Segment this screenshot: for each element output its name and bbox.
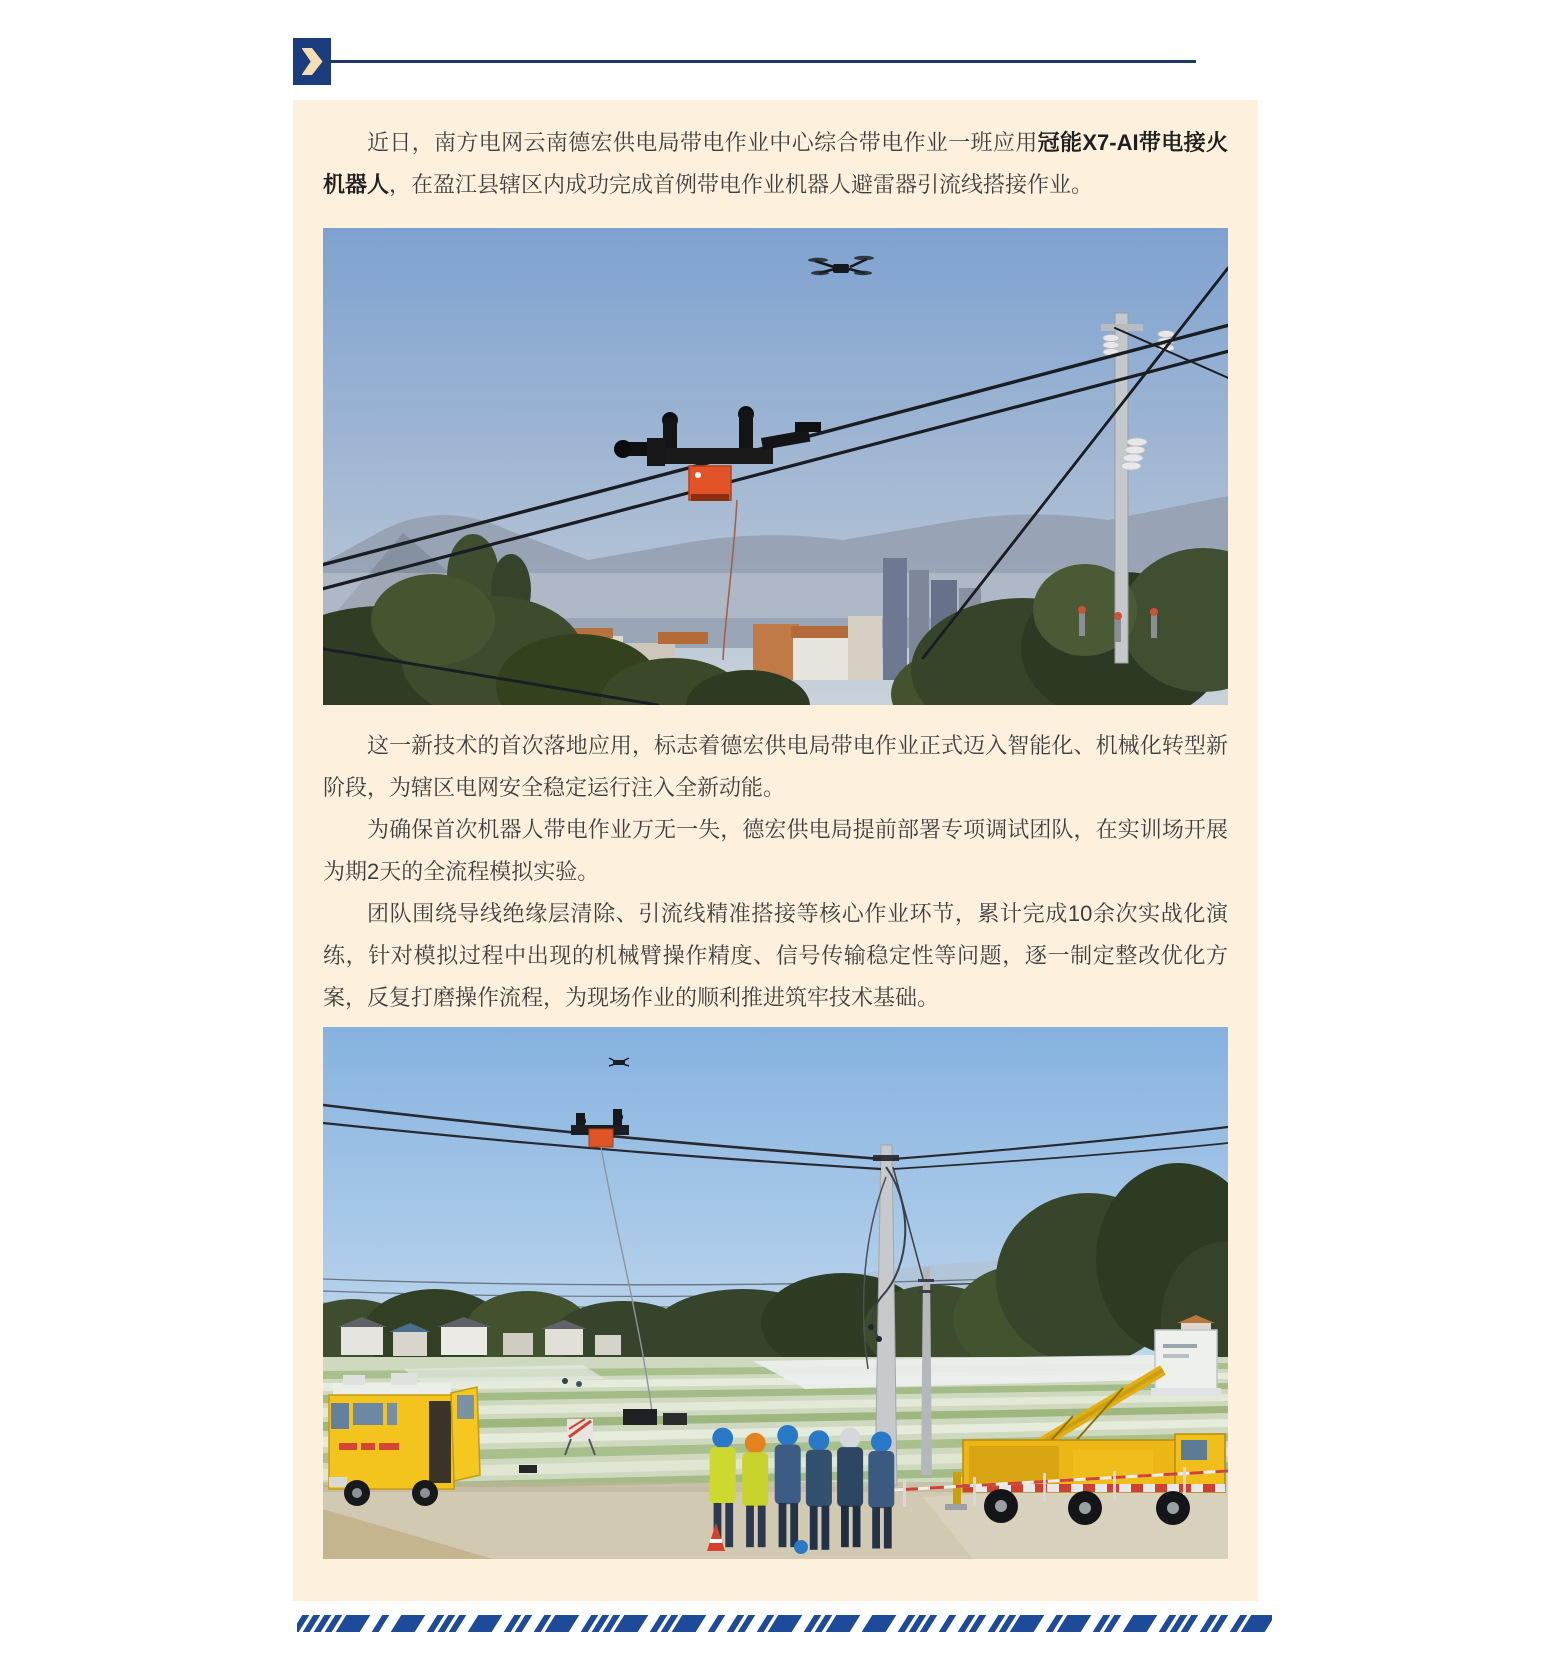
photo-powerline-robot[interactable] [323,228,1228,705]
photo-field-worksite[interactable] [323,1027,1228,1559]
barcode-bar [545,1615,580,1632]
barcode-bar [614,1615,649,1632]
chevron-right-icon [302,48,323,75]
barcode-bar [1057,1615,1092,1632]
body-text: ，在盈江县辖区内成功完成首例带电作业机器人避雷器引流线搭接作业。 [389,172,1094,197]
photo-powerline-robot-graphic [323,228,1228,705]
barcode-bar [1010,1615,1045,1632]
cone-stripe [710,1539,722,1543]
paragraph [323,122,1228,206]
barcode-bar [768,1615,803,1632]
article-intro [323,122,1228,206]
article-panel [293,100,1258,1601]
paragraph [323,809,1228,893]
body-text: 为确保首次机器人带电作业万无一失，德宏供电局提前部署专项调试团队，在实训场开展为期2天的全流程模拟实验。 [323,817,1228,884]
highlight-text: 冠能X7-AI带电接火机器人 [323,130,1228,197]
barcode-bar [336,1615,371,1632]
body-text: 团队围绕导线绝缘层清除、引流线精准搭接等核心作业环节，累计完成10余次实战化演练，针对模拟过程中出现的机械臂操作精度、信号传输稳定性等问题，逐一制定整改优化方案，反复打磨操作流程，为现场作业的顺利推进筑牢技术基础。 [323,901,1228,1010]
header-divider [325,60,1196,63]
body-text: 近日，南方电网云南德宏供电局带电作业中心综合带电作业一班应用 [367,130,1038,155]
barcode-bar [826,1615,861,1632]
paragraph [323,725,1228,809]
paragraph [323,893,1228,1019]
blue-marker [794,1540,808,1554]
barcode-bar [672,1615,707,1632]
photo-field-worksite-graphic [323,1027,1228,1559]
body-text: 这一新技术的首次落地应用，标志着德宏供电局带电作业正式迈入智能化、机械化转型新阶段，为辖区电网安全稳定运行注入全新动能。 [323,733,1228,800]
barcode-divider [297,1615,1272,1632]
article-body [323,725,1228,1019]
